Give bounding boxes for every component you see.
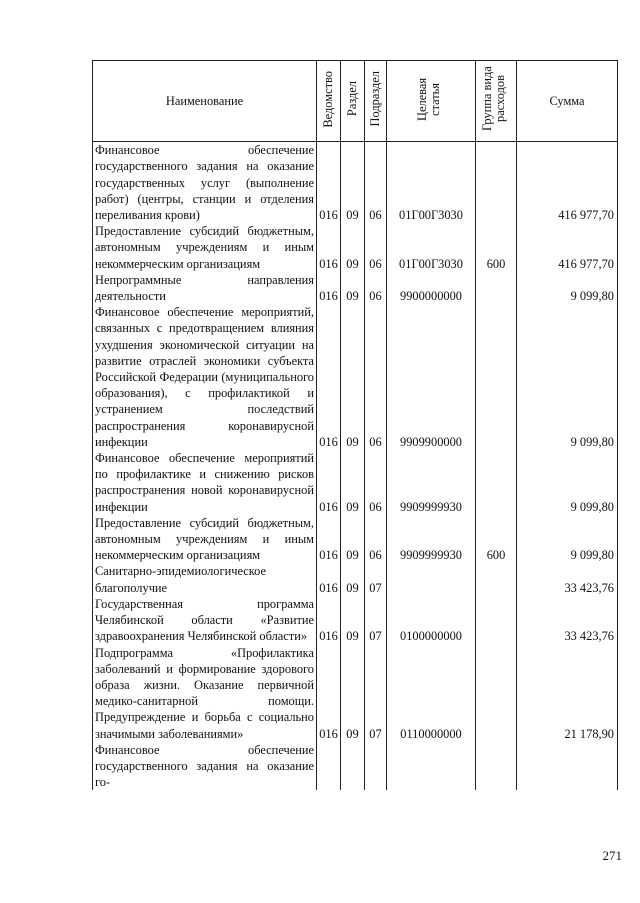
row-summa: 9 099,80 xyxy=(517,304,618,450)
row-celevaya xyxy=(387,742,476,791)
header-razdel: Раздел xyxy=(341,61,365,142)
row-razdel: 09 xyxy=(341,515,365,564)
row-vedomstvo: 016 xyxy=(317,450,341,515)
table-row xyxy=(93,742,618,791)
table-row xyxy=(93,450,618,515)
row-summa: 33 423,76 xyxy=(517,563,618,595)
row-podrazdel xyxy=(365,742,387,791)
row-name: Санитарно-эпидемиологическое благополучие xyxy=(93,563,317,595)
row-name: Государственная программа Челябинской области «Развитие здравоохранения Челябинской области» xyxy=(93,596,317,645)
row-podrazdel: 07 xyxy=(365,596,387,645)
row-gruppa xyxy=(476,742,517,791)
row-summa: 9 099,80 xyxy=(517,272,618,304)
table-row xyxy=(93,563,618,595)
row-vedomstvo: 016 xyxy=(317,563,341,595)
row-vedomstvo: 016 xyxy=(317,272,341,304)
header-podrazdel: Подраздел xyxy=(365,61,387,142)
header-vedomstvo: Ведомство xyxy=(317,61,341,142)
row-vedomstvo: 016 xyxy=(317,596,341,645)
row-name: Непрограммные направления деятельности xyxy=(93,272,317,304)
row-razdel: 09 xyxy=(341,596,365,645)
table-row xyxy=(93,142,618,224)
row-gruppa xyxy=(476,596,517,645)
table-row xyxy=(93,272,618,304)
row-gruppa xyxy=(476,450,517,515)
row-name: Подпрограмма «Профилактика заболеваний и формирование здорового образа жизни. Оказание первичной медико-санитарной помощи. Предупреждение и борьба с социально значимыми заболеваниями» xyxy=(93,645,317,742)
row-podrazdel: 06 xyxy=(365,515,387,564)
row-podrazdel: 06 xyxy=(365,450,387,515)
table-row xyxy=(93,596,618,645)
row-razdel: 09 xyxy=(341,645,365,742)
header-celevaya: Целевая статья xyxy=(387,61,476,142)
row-summa: 416 977,70 xyxy=(517,223,618,272)
row-gruppa xyxy=(476,272,517,304)
row-celevaya: 01Г00Г3030 xyxy=(387,223,476,272)
row-podrazdel: 06 xyxy=(365,223,387,272)
row-vedomstvo: 016 xyxy=(317,223,341,272)
page-number: 271 xyxy=(602,848,622,863)
row-celevaya: 9909900000 xyxy=(387,304,476,450)
row-summa xyxy=(517,742,618,791)
row-name: Финансовое обеспечение государственного задания на оказание го- xyxy=(93,742,317,791)
table-row xyxy=(93,223,618,272)
row-gruppa xyxy=(476,304,517,450)
table-header xyxy=(93,61,618,142)
row-gruppa: 600 xyxy=(476,515,517,564)
row-vedomstvo: 016 xyxy=(317,304,341,450)
row-name: Предоставление субсидий бюджетным, автономным учреждениям и иным некоммерческим организациям xyxy=(93,223,317,272)
row-razdel: 09 xyxy=(341,272,365,304)
row-razdel: 09 xyxy=(341,563,365,595)
row-vedomstvo: 016 xyxy=(317,645,341,742)
row-podrazdel: 07 xyxy=(365,563,387,595)
row-vedomstvo xyxy=(317,742,341,791)
row-gruppa: 600 xyxy=(476,223,517,272)
row-summa: 21 178,90 xyxy=(517,645,618,742)
row-podrazdel: 06 xyxy=(365,272,387,304)
row-name: Финансовое обеспечение государственного задания на оказание государственных услуг (выполнение работ) (центры, станции и отделения переливания крови) xyxy=(93,142,317,224)
header-summa: Сумма xyxy=(517,61,618,142)
row-celevaya: 0100000000 xyxy=(387,596,476,645)
row-summa: 416 977,70 xyxy=(517,142,618,224)
row-razdel xyxy=(341,742,365,791)
row-vedomstvo: 016 xyxy=(317,142,341,224)
row-razdel: 09 xyxy=(341,304,365,450)
row-summa: 9 099,80 xyxy=(517,450,618,515)
row-podrazdel: 07 xyxy=(365,645,387,742)
row-razdel: 09 xyxy=(341,142,365,224)
row-name: Предоставление субсидий бюджетным, автономным учреждениям и иным некоммерческим организациям xyxy=(93,515,317,564)
row-name: Финансовое обеспечение мероприятий, связанных с предотвращением влияния ухудшения экономической ситуации на развитие отраслей экономики субъекта Российской Федерации (муниципального образования), с профилактикой и устранением последствий распространения коронавирусной инфекции xyxy=(93,304,317,450)
row-summa: 33 423,76 xyxy=(517,596,618,645)
header-name: Наименование xyxy=(93,61,317,142)
row-razdel: 09 xyxy=(341,223,365,272)
row-podrazdel: 06 xyxy=(365,142,387,224)
row-gruppa xyxy=(476,563,517,595)
row-celevaya: 9900000000 xyxy=(387,272,476,304)
row-name: Финансовое обеспечение мероприятий по профилактике и снижению рисков распространения новой коронавирусной инфекции xyxy=(93,450,317,515)
row-gruppa xyxy=(476,142,517,224)
row-celevaya: 0110000000 xyxy=(387,645,476,742)
row-vedomstvo: 016 xyxy=(317,515,341,564)
row-summa: 9 099,80 xyxy=(517,515,618,564)
row-gruppa xyxy=(476,645,517,742)
row-celevaya: 9909999930 xyxy=(387,450,476,515)
budget-table xyxy=(92,60,618,790)
row-razdel: 09 xyxy=(341,450,365,515)
row-celevaya xyxy=(387,563,476,595)
row-podrazdel: 06 xyxy=(365,304,387,450)
header-gruppa: Группа вида расходов xyxy=(476,61,517,142)
table-row xyxy=(93,515,618,564)
table-row xyxy=(93,304,618,450)
row-celevaya: 9909999930 xyxy=(387,515,476,564)
table-row xyxy=(93,645,618,742)
row-celevaya: 01Г00Г3030 xyxy=(387,142,476,224)
